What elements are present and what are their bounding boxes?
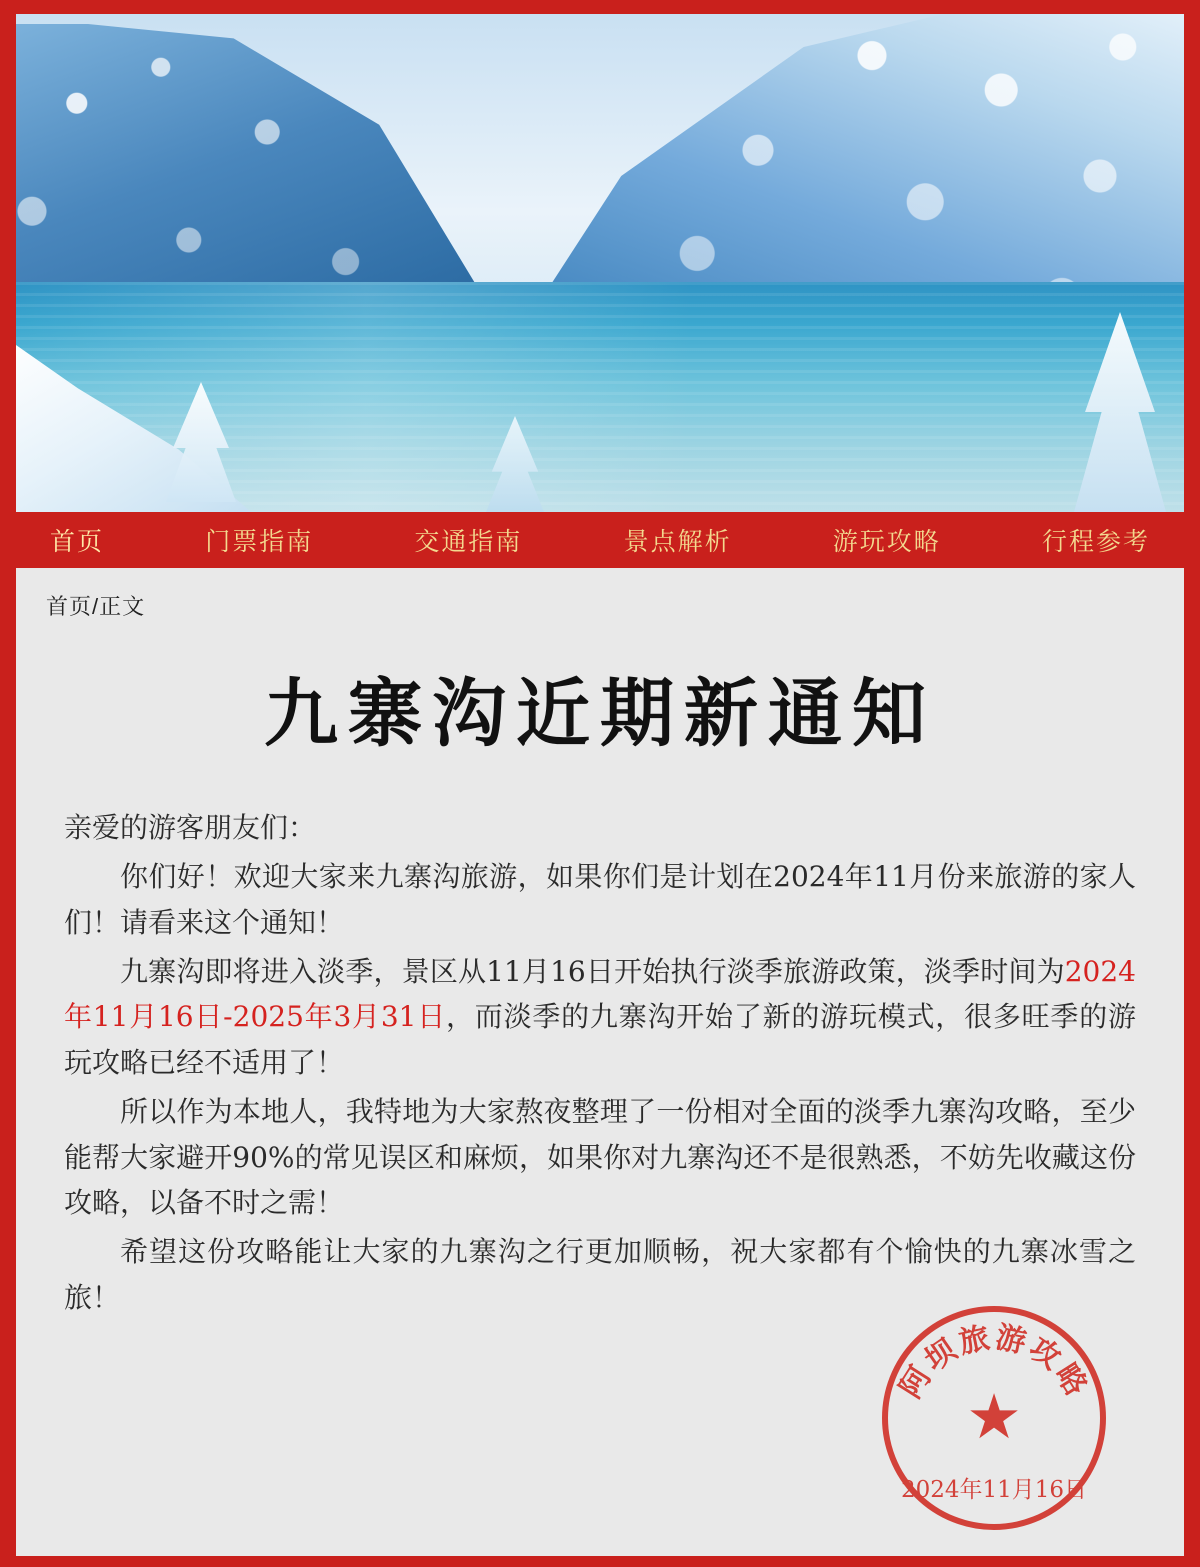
article-paragraph-2-part2: ，而淡季的九寨沟开始了新的游玩模式，很多旺季的游玩攻略已经不适用了！ bbox=[64, 1000, 1136, 1079]
nav-item-home[interactable]: 首页 bbox=[50, 528, 105, 556]
nav-item-transport-guide[interactable]: 交通指南 bbox=[414, 528, 523, 556]
article-paragraph-2 bbox=[64, 949, 1136, 1085]
article-body bbox=[46, 805, 1154, 1320]
stamp-star-icon: ★ bbox=[966, 1383, 1022, 1452]
article-paragraph-4: 希望这份攻略能让大家的九寨沟之行更加顺畅，祝大家都有个愉快的九寨冰雪之旅！ bbox=[64, 1235, 1136, 1314]
nav-item-itinerary[interactable]: 行程参考 bbox=[1041, 528, 1150, 556]
nav-item-travel-tips[interactable]: 游玩攻略 bbox=[832, 528, 941, 556]
article-card bbox=[16, 568, 1184, 1556]
stamp-date: 2024年11月16日 bbox=[900, 1477, 1088, 1503]
nav-item-attractions[interactable]: 景点解析 bbox=[623, 528, 732, 556]
nav-item-ticket-guide[interactable]: 门票指南 bbox=[205, 528, 314, 556]
article-paragraph-2-part1: 九寨沟即将进入淡季，景区从11月16日开始执行淡季旅游政策，淡季时间为 bbox=[120, 955, 1065, 989]
article-paragraph-1: 你们好！欢迎大家来九寨沟旅游，如果你们是计划在2024年11月份来旅游的家人们！请看来这个通知！ bbox=[64, 860, 1136, 939]
official-stamp bbox=[882, 1306, 1106, 1530]
svg-text:阿坝旅游攻略: 阿坝旅游攻略 bbox=[893, 1319, 1095, 1405]
breadcrumb[interactable]: 首页/正文 bbox=[46, 594, 146, 619]
page-title: 九寨沟近期新通知 bbox=[264, 671, 936, 757]
hero-image bbox=[16, 14, 1184, 512]
highlight-date-range: 2024年11月16日-2025年3月31日 bbox=[64, 955, 1136, 1034]
article-paragraph-3: 所以作为本地人，我特地为大家熬夜整理了一份相对全面的淡季九寨沟攻略，至少能帮大家避开90%的常见误区和麻烦，如果你对九寨沟还不是很熟悉，不妨先收藏这份攻略，以备不时之需！ bbox=[64, 1095, 1136, 1219]
article-salutation: 亲爱的游客朋友们： bbox=[64, 811, 317, 844]
main-navigation bbox=[16, 512, 1184, 568]
